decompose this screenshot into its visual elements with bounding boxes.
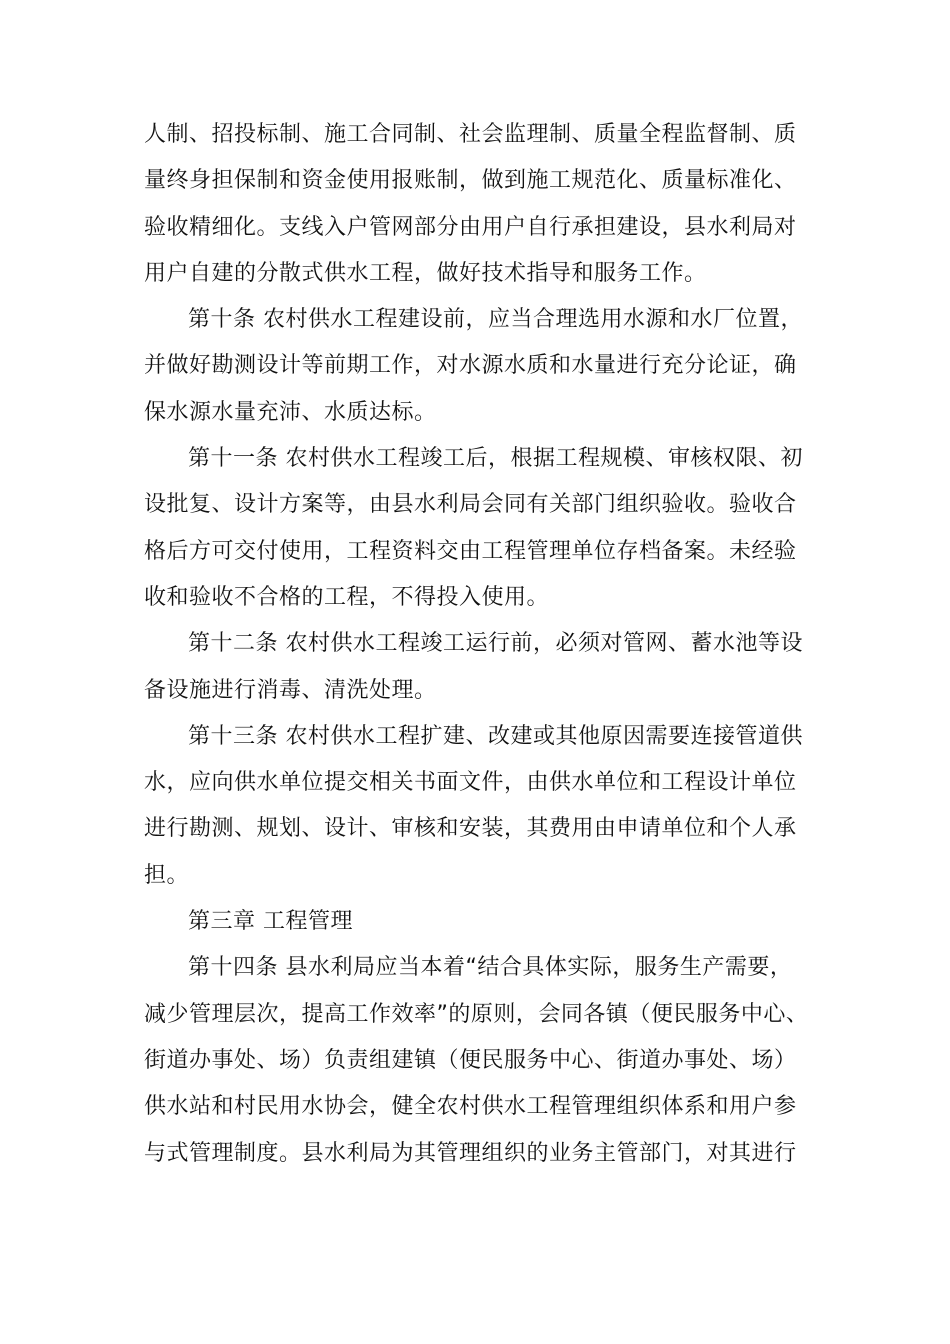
text-line: 街道办事处、场）负责组建镇（便民服务中心、街道办事处、场） (144, 1047, 797, 1073)
text-line: 担。 (144, 862, 190, 888)
text-line: 收和验收不合格的工程，不得投入使用。 (144, 584, 550, 610)
article-heading-line: 第十条 农村供水工程建设前，应当合理选用水源和水厂位置， (188, 307, 803, 333)
text-line: 并做好勘测设计等前期工作，对水源水质和水量进行充分论证，确 (144, 353, 797, 379)
article-heading-line: 第十三条 农村供水工程扩建、改建或其他原因需要连接管道供 (188, 723, 803, 749)
text-line: 量终身担保制和资金使用报账制，做到施工规范化、质量标准化、 (144, 168, 797, 194)
text-line: 设批复、设计方案等，由县水利局会同有关部门组织验收。验收合 (144, 492, 797, 518)
text-line: 保水源水量充沛、水质达标。 (144, 399, 437, 425)
text-line: 用户自建的分散式供水工程，做好技术指导和服务工作。 (144, 260, 707, 286)
text-line: 减少管理层次，提高工作效率”的原则，会同各镇（便民服务中心、 (144, 1001, 808, 1027)
text-line: 格后方可交付使用，工程资料交由工程管理单位存档备案。未经验 (144, 538, 797, 564)
article-heading-line: 第十四条 县水利局应当本着“结合具体实际，服务生产需要， (188, 955, 793, 981)
chapter-heading-line: 第三章 工程管理 (188, 909, 353, 935)
text-line: 备设施进行消毒、清洗处理。 (144, 677, 437, 703)
text-line: 进行勘测、规划、设计、审核和安装，其费用由申请单位和个人承 (144, 816, 797, 842)
article-heading-line: 第十二条 农村供水工程竣工运行前，必须对管网、蓄水池等设 (188, 631, 803, 657)
text-line: 供水站和村民用水协会，健全农村供水工程管理组织体系和用户参 (144, 1094, 797, 1120)
text-line: 与式管理制度。县水利局为其管理组织的业务主管部门，对其进行 (144, 1140, 797, 1166)
document-body (144, 112, 808, 1177)
text-line: 人制、招投标制、施工合同制、社会监理制、质量全程监督制、质 (144, 122, 797, 147)
text-line: 验收精细化。支线入户管网部分由用户自行承担建设，县水利局对 (144, 214, 797, 240)
article-heading-line: 第十一条 农村供水工程竣工后，根据工程规模、审核权限、初 (188, 446, 803, 472)
text-line: 水，应向供水单位提交相关书面文件，由供水单位和工程设计单位 (144, 770, 797, 796)
